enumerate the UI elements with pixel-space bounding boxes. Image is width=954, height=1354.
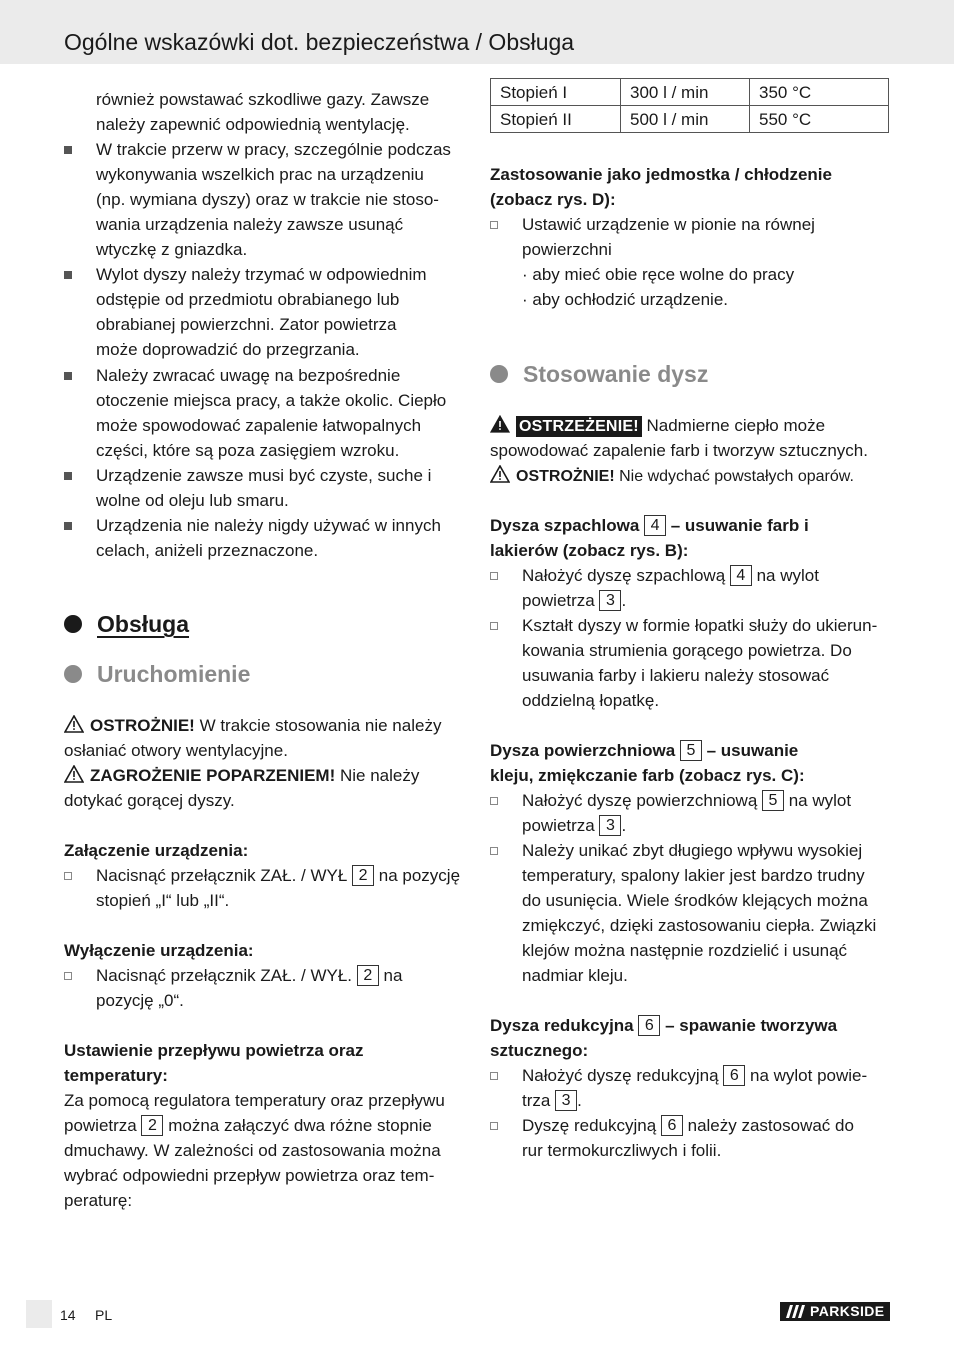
- airflow-temperature-table: [490, 78, 889, 133]
- text-line: Urządzenie zawsze musi być czyste, suche i: [96, 466, 432, 485]
- text-line: kowania strumienia gorącego powietrza. Do: [522, 641, 852, 660]
- text-line: rur termokurczliwych i folii.: [522, 1141, 722, 1160]
- subheading-stand: Zastosowanie jako jedmostka / chłodzenie: [490, 165, 832, 184]
- language-code: PL: [95, 1307, 113, 1323]
- subheading-scraper: lakierów (zobacz rys. B):: [490, 541, 689, 560]
- ref-number: 2: [357, 965, 379, 986]
- bullet-box: [490, 622, 498, 630]
- ref-number: 5: [762, 790, 784, 811]
- brand-logo: [780, 1302, 890, 1321]
- text-line: · aby mieć obie ręce wolne do pracy: [522, 265, 795, 284]
- text-line: otoczenie miejsca pracy, a także okolic. Ciepło: [96, 391, 447, 410]
- bullet-box: [64, 872, 72, 880]
- caution-label: OSTROŻNIE!: [90, 716, 195, 735]
- ref-number: 2: [141, 1115, 163, 1136]
- text-line: celach, aniżeli przeznaczone.: [96, 541, 319, 560]
- warning-triangle-icon: [490, 415, 510, 433]
- bullet-square: [64, 146, 72, 154]
- table-cell: 300 l / min: [621, 79, 750, 106]
- warning-triangle-icon: [490, 465, 510, 483]
- brand-stripes-icon: [786, 1305, 806, 1318]
- text-line: do usunięcia. Wiele środków klejących można: [522, 891, 868, 910]
- bullet-box: [490, 847, 498, 855]
- text-line: wtyczkę z gniazdka.: [96, 240, 248, 259]
- text-line: nadmiar kleju.: [522, 966, 628, 985]
- bullet-box: [64, 972, 72, 980]
- burn-notice: [64, 763, 419, 788]
- section-heading-obsluga: Obsługa: [97, 611, 190, 637]
- warning-notice: [490, 413, 825, 438]
- bullet-square: [64, 271, 72, 279]
- text-line: usuwania farby i lakieru należy stosować: [522, 666, 830, 685]
- warning-triangle-icon: [64, 715, 84, 733]
- bullet-square: [64, 472, 72, 480]
- text-line: Należy unikać zbyt długiego wpływu wysokiej: [522, 841, 863, 860]
- warning-badge: OSTRZEŻENIE!: [516, 416, 642, 437]
- brand-name: PARKSIDE: [810, 1303, 885, 1319]
- text-line: wybrać odpowiedni przepływ powietrza oraz tem-: [64, 1166, 435, 1185]
- caution-text: W trakcie stosowania nie należy: [194, 716, 442, 735]
- text-line: Nacisnąć przełącznik ZAŁ. / WYŁ 2 na pozycję: [96, 866, 461, 885]
- warning-triangle-icon: [64, 765, 84, 783]
- text-line: obrabianej powierzchni. Zator powietrza: [96, 315, 397, 334]
- text-line: Nałożyć dyszę redukcyjną 6 na wylot powie-: [522, 1066, 868, 1085]
- bullet-box: [490, 1072, 498, 1080]
- table-cell: Stopień II: [491, 106, 621, 133]
- footer-tab: [26, 1300, 52, 1328]
- ref-number: 6: [723, 1065, 745, 1086]
- text-line: osłaniać otwory wentylacyjne.: [64, 741, 288, 760]
- caution-label: OSTROŻNIE!: [516, 468, 615, 485]
- subheading-on: Załączenie urządzenia:: [64, 841, 249, 860]
- text-line: odstępie od przedmiotu obrabianego lub: [96, 290, 400, 309]
- text-line: może spowodować zapalenie łatwopalnych: [96, 416, 422, 435]
- text-line: może doprowadzić do przegrzania.: [96, 340, 360, 359]
- text-line: Urządzenia nie należy nigdy używać w innych: [96, 516, 441, 535]
- table-cell: 500 l / min: [621, 106, 750, 133]
- ref-number: 5: [680, 740, 702, 761]
- warning-text: Nadmierne ciepło może: [641, 416, 826, 435]
- subheading-stand: (zobacz rys. D):: [490, 190, 616, 209]
- bullet-square: [64, 372, 72, 380]
- text-line: powierzchni: [522, 240, 612, 259]
- section-dot: [64, 615, 82, 633]
- text-line: również powstawać szkodliwe gazy. Zawsze: [96, 90, 430, 109]
- text-line: należy zapewnić odpowiednią wentylację.: [96, 115, 410, 134]
- text-line: zmiękczyć, dzięki zastosowaniu ciepła. Związki: [522, 916, 877, 935]
- text-line: stopień „I“ lub „II“.: [96, 891, 230, 910]
- table-cell: 550 °C: [750, 106, 889, 133]
- burn-text: Nie należy: [335, 766, 420, 785]
- text-line: · aby ochłodzić urządzenie.: [522, 290, 729, 309]
- text-line: dotykać gorącej dyszy.: [64, 791, 235, 810]
- bullet-box: [490, 797, 498, 805]
- text-line: powietrza 3 .: [522, 591, 627, 610]
- text-line: Za pomocą regulatora temperatury oraz przepływu: [64, 1091, 445, 1110]
- bullet-box: [490, 221, 498, 229]
- subheading-flow: Ustawienie przepływu powietrza oraz: [64, 1041, 364, 1060]
- text-line: spowodować zapalenie farb i tworzyw sztucznych.: [490, 441, 868, 460]
- section-heading-uruchomienie: Uruchomienie: [97, 661, 251, 687]
- ref-number: 3: [599, 590, 621, 611]
- ref-number: 3: [555, 1090, 577, 1111]
- text-line: peraturę:: [64, 1191, 133, 1210]
- text-line: Należy zwracać uwagę na bezpośrednie: [96, 366, 401, 385]
- page-number: 14: [60, 1307, 76, 1323]
- text-line: Kształt dyszy w formie łopatki służy do ukierun-: [522, 616, 878, 635]
- text-line: klejów można następnie rozdzielić i usunąć: [522, 941, 848, 960]
- ref-number: 2: [352, 865, 374, 886]
- text-line: Wylot dyszy należy trzymać w odpowiednim: [96, 265, 427, 284]
- text-line: powietrza 3 .: [522, 816, 627, 835]
- text-line: dmuchawy. W zależności od zastosowania można: [64, 1141, 441, 1160]
- text-line: części, które są poza zasięgiem wzroku.: [96, 441, 400, 460]
- text-line: oddzielną łopatkę.: [522, 691, 660, 710]
- ref-number: 4: [730, 565, 752, 586]
- caution-notice: [64, 713, 441, 738]
- caution-text: Nie wdychać powstałych oparów.: [614, 468, 854, 485]
- subheading-surface: Dysza powierzchniowa 5 – usuwanie: [490, 741, 799, 760]
- text-line: Nałożyć dyszę szpachlową 4 na wylot: [522, 566, 819, 585]
- page-title: Ogólne wskazówki dot. bezpieczeństwa / Obsługa: [64, 29, 575, 55]
- ref-number: 6: [661, 1115, 683, 1136]
- subheading-flow: temperatury:: [64, 1066, 168, 1085]
- bullet-box: [490, 1122, 498, 1130]
- section-heading-dysze: Stosowanie dysz: [523, 361, 709, 387]
- ref-number: 4: [644, 515, 666, 536]
- subheading-reduce: sztucznego:: [490, 1041, 589, 1060]
- table-cell: Stopień I: [491, 79, 621, 106]
- subheading-reduce: Dysza redukcyjna 6 – spawanie tworzywa: [490, 1016, 838, 1035]
- text-line: wania urządzenia należy zawsze usunąć: [96, 215, 404, 234]
- text-line: W trakcie przerw w pracy, szczególnie podczas: [96, 140, 451, 159]
- subheading-scraper: Dysza szpachlowa 4 – usuwanie farb i: [490, 516, 809, 535]
- text-line: powietrza 2 można załączyć dwa różne stopnie: [64, 1116, 432, 1135]
- text-line: Dyszę redukcyjną 6 należy zastosować do: [522, 1116, 854, 1135]
- section-dot: [490, 365, 508, 383]
- text-line: wykonywania wszelkich prac na urządzeniu: [96, 165, 424, 184]
- burn-label: ZAGROŻENIE POPARZENIEM!: [90, 766, 336, 785]
- subheading-off: Wyłączenie urządzenia:: [64, 941, 254, 960]
- text-line: pozycję „0“.: [96, 991, 184, 1010]
- subheading-surface: kleju, zmiękczanie farb (zobacz rys. C):: [490, 766, 805, 785]
- ref-number: 3: [599, 815, 621, 836]
- section-dot: [64, 665, 82, 683]
- caution-notice: [490, 463, 854, 489]
- bullet-box: [490, 572, 498, 580]
- text-line: Nacisnąć przełącznik ZAŁ. / WYŁ. 2 na: [96, 966, 403, 985]
- text-line: wolne od oleju lub smaru.: [96, 491, 289, 510]
- text-line: trza 3 .: [522, 1091, 582, 1110]
- text-line: Nałożyć dyszę powierzchniową 5 na wylot: [522, 791, 852, 810]
- ref-number: 6: [638, 1015, 660, 1036]
- text-line: temperatury, spalony lakier jest bardzo trudny: [522, 866, 865, 885]
- text-line: (np. wymiana dyszy) oraz w trakcie nie stoso-: [96, 190, 439, 209]
- table-row: [491, 106, 889, 133]
- text-line: Ustawić urządzenie w pionie na równej: [522, 215, 815, 234]
- table-row: [491, 79, 889, 106]
- bullet-square: [64, 522, 72, 530]
- table-cell: 350 °C: [750, 79, 889, 106]
